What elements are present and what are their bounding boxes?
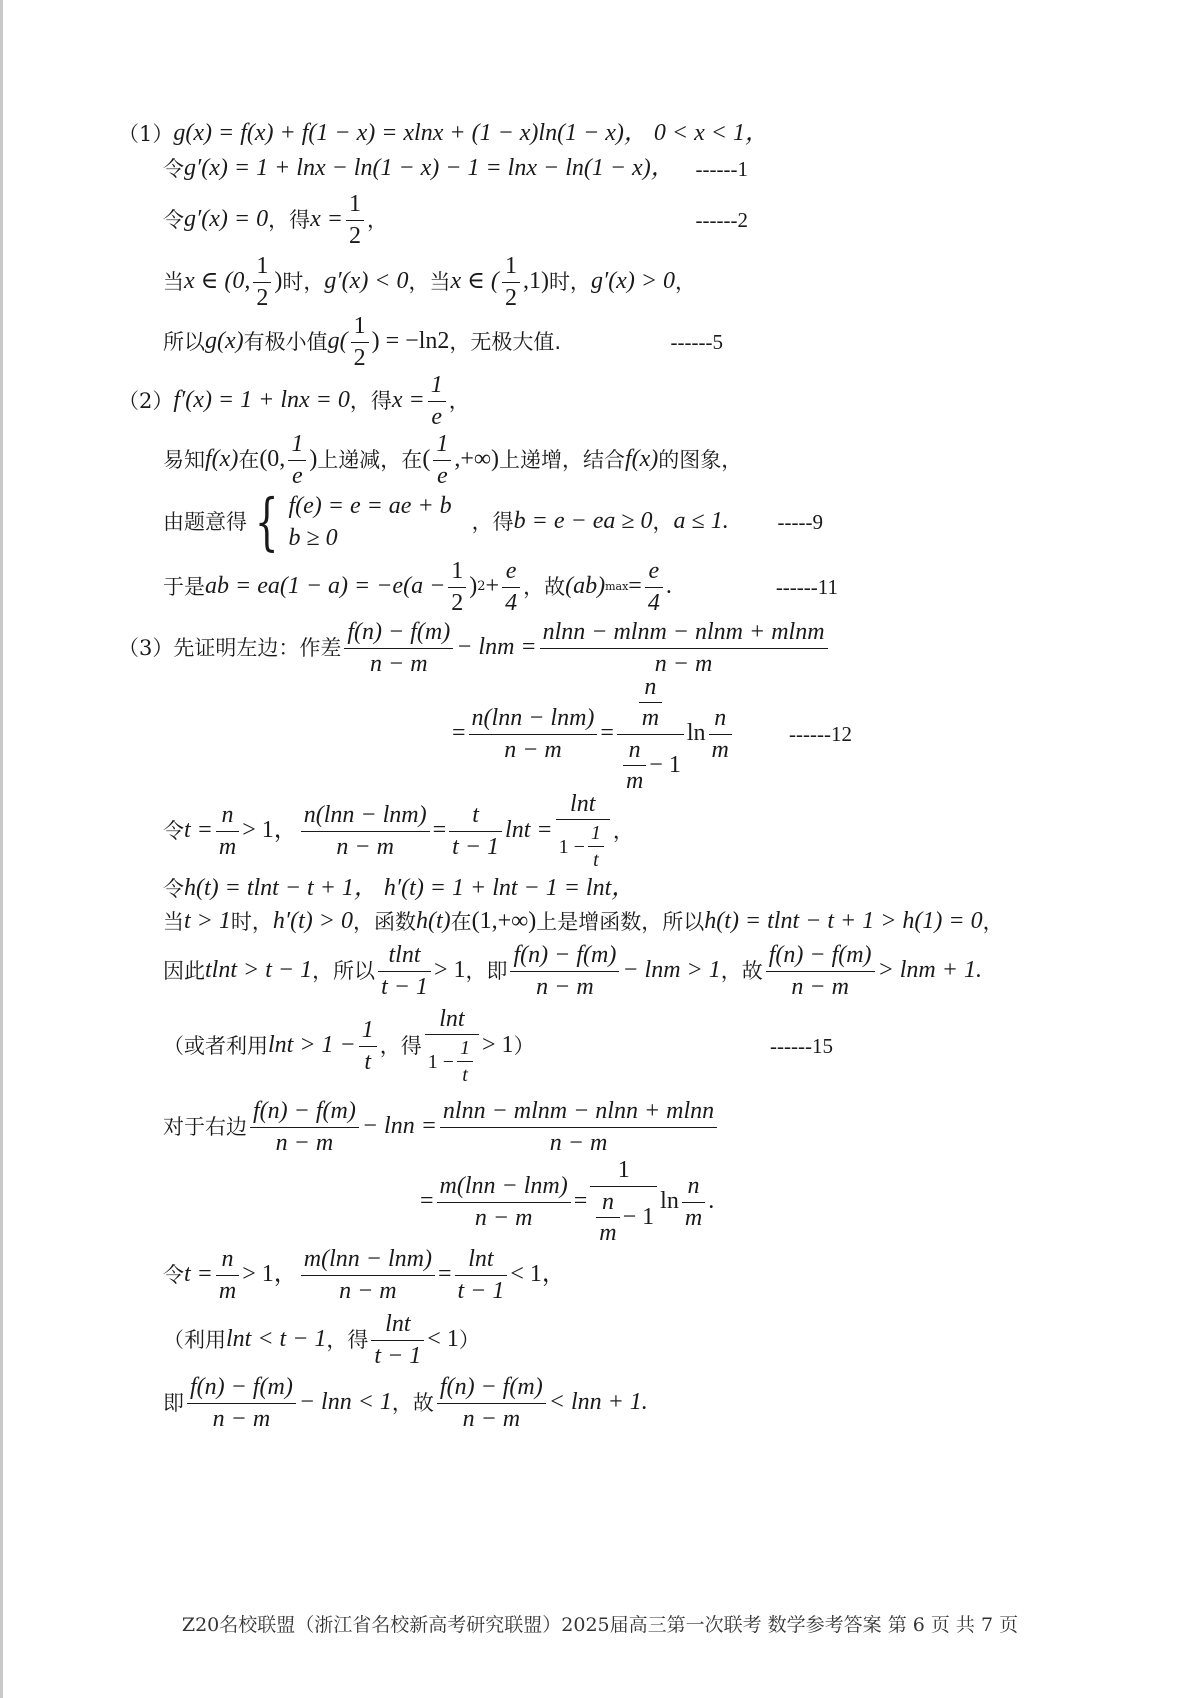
p2-l2-g: ( [422,446,431,473]
frac-num: n [221,802,234,829]
lnt-compound-fraction [425,1006,479,1086]
frac-den: e [431,403,443,430]
frac-den: n − m [336,833,394,860]
p3-l1-a: 先证明左边：作差 [173,635,342,660]
p3-l3-b: t = [184,817,213,844]
p1-l4-f: ，当 [408,269,451,294]
frac-num: 1 [348,191,361,218]
frac-den: t [462,1064,468,1087]
p1-l5-c: 有极小值 [243,329,328,354]
frac-den: n − m [504,736,562,763]
p3-line9 [420,1157,714,1247]
frac-den: m [599,1220,617,1247]
p1-l3-eq: g′(x) = 0 [184,206,269,233]
frac-den: n − m [370,650,428,677]
compound-fraction [590,1157,657,1246]
p1-l5-b: g(x) [205,328,244,355]
frac-den: m [711,736,729,763]
frac-num: 1 [617,1157,630,1184]
p3-l11-e: ） [458,1327,480,1352]
fraction-half [253,253,271,311]
p1-l5-d: g( [327,328,348,355]
frac-den: 2 [348,222,361,249]
p1-l3-prefix: 令 [163,207,184,232]
p3-line7 [163,1005,833,1087]
part2-label: （2） [118,388,174,413]
lnt-over-t-minus-1 [371,1311,424,1369]
p1-l4-h: ,1) [522,268,549,295]
p2-l4-c: ) [469,573,478,600]
fraction-n-over-m [709,705,732,763]
frac-den: t [593,849,599,872]
p3-l7-d: > 1 [482,1032,514,1059]
p3-l5-f: h(t) [415,908,451,934]
p3-l7-a: （或者利用 [163,1033,268,1058]
frac-num: f(n) − f(m) [768,942,872,969]
frac-num: 1 [361,1017,374,1044]
p2-l2-d: (0, [259,446,286,473]
p2-line4 [163,557,838,617]
frac-den: 4 [505,589,518,616]
frac-den: n − m [536,973,594,1000]
p2-l1-a: f′(x) = 1 + lnx = 0 [173,387,350,414]
p3-l6-c: ，所以 [312,958,376,983]
p1-l3-x: x = [310,206,343,233]
p3-l6-e: ，即 [465,958,508,983]
frac-num: m(lnn − lnm) [303,1246,432,1273]
frac-num: lnt [468,1246,494,1273]
p3-l6-h: > lnm + 1. [877,957,982,984]
p1-l5-f: ，无极大值. [449,329,562,354]
frac-den: 2 [451,589,464,616]
p2-l4-g: = [628,573,642,600]
fraction-half [346,191,364,249]
compound-fraction [617,674,684,795]
p3-l10-c: > 1， [242,1261,298,1288]
frac-den: e [436,462,448,489]
p2-l2-f: 上递减，在 [317,447,423,472]
p2-l2-a: 易知 [163,447,205,472]
fraction-e-over-4 [645,558,663,616]
p2-l3-d: ， [652,509,674,534]
frac-den: 2 [256,284,269,311]
p3-l9-c: ln [660,1188,679,1215]
p1-g-definition: g(x) = f(x) + f(1 − x) = xlnx + (1 − x)ln(1 − x)， 0 < x < 1， [173,120,769,146]
fraction-one-over-t [359,1017,377,1075]
frac-num: f(n) − f(m) [190,1374,293,1401]
p1-l4-i: 时， [548,269,591,294]
p3-line6 [163,942,982,1000]
frac-num: n(lnn − lnm) [471,705,595,732]
p1-l4-b: x ∈ (0, [184,268,251,295]
inner-fraction [596,1189,619,1247]
fraction-e-over-4 [502,558,520,616]
t-over-t-minus-1 [449,802,502,860]
p2-l1-d: ， [448,388,470,413]
frac-num: n [628,736,641,763]
p2-l4-h: . [665,573,672,600]
p3-l12-c: ，故 [391,1390,434,1415]
p3-l5-i: 上是增函数，所以 [536,909,705,934]
part3-label: （3） [118,635,174,660]
frac-num: n [644,673,657,700]
expanded-difference [440,1098,717,1156]
frac-num: nlnn − mlnm − nlnm + mlnm [542,619,825,646]
p1-l4-j: g′(x) > 0 [590,268,676,295]
p3-l3-d: = [432,817,447,844]
p2-l3-a: 由题意得 [163,509,247,534]
p3-line4 [163,875,635,903]
difference-quotient [437,1374,546,1432]
p3-l4-b: h(t) = tlnt − t + 1， h′(t) = 1 + lnt − 1 = lnt， [184,875,636,901]
p2-l4-f: (ab) [565,573,606,600]
frac-num: lnt [570,790,596,817]
frac-num: m(lnn − lnm) [439,1173,568,1200]
frac-num: f(n) − f(m) [253,1098,356,1125]
difference-quotient [766,942,875,1000]
score-mark-1: ------1 [695,156,748,181]
p1-l4-k: ， [675,269,697,294]
difference-quotient [187,1374,296,1432]
frac-den: n − m [654,650,713,677]
p3-line3 [163,792,634,870]
frac-num: 1 [451,558,464,585]
frac-den: m [218,1277,237,1304]
frac-num: t [472,802,479,829]
score-mark-11: ------11 [775,574,838,599]
frac-den: t [364,1048,372,1075]
frac-num: 1 [460,1037,471,1060]
p3-line11 [163,1310,480,1370]
p1-l4-a: 当 [163,269,184,294]
fraction-one-over-e [433,431,451,489]
p3-l6-f: − lnm > 1 [622,957,721,984]
p3-l5-k: ， [982,909,1004,934]
frac-den: n − m [474,1204,533,1231]
p2-line3 [163,485,823,558]
frac-den: e [291,462,303,489]
frac-num: lnt [439,1005,465,1032]
score-mark-5: ------5 [670,329,723,354]
p3-l11-c: ，得 [326,1327,369,1352]
frac-den: t − 1 [457,1277,505,1304]
frac-num: f(n) − f(m) [347,619,451,646]
frac-num: 1 [353,313,366,340]
frac-num: 1 [436,431,449,458]
p3-l6-d: > 1 [433,957,466,984]
equation-system [247,485,452,558]
frac-num: n(lnn − lnm) [303,802,427,829]
frac-num: n [714,705,727,732]
p3-l2-b: = [600,720,614,747]
frac-den: n − m [791,973,849,1000]
p3-line1 [118,618,831,678]
lnt-compound-fraction [556,791,610,871]
frac-num: nlnn − mlnm − nlnn + mlnn [442,1098,715,1125]
frac-den: m [625,767,644,794]
p3-line12 [163,1373,648,1433]
frac-den: t − 1 [374,1342,422,1369]
p3-l5-g: 在 [450,909,472,934]
p3-l12-a: 即 [163,1390,184,1415]
frac-num: lnt [385,1311,411,1338]
p3-l4-a: 令 [163,876,184,901]
p3-l8-a: 对于右边 [163,1114,247,1139]
inner-fraction [623,737,646,795]
fraction-n-over-m [682,1173,705,1231]
p3-l5-b: t > 1 [184,908,231,934]
inner-fraction [457,1037,473,1086]
p2-l2-k: 的图象， [658,447,743,472]
frac-den: n − m [339,1277,397,1304]
p3-l6-g: ，故 [720,958,763,983]
p3-l3-f: ， [612,818,634,843]
p2-l2-i: 上递增，结合 [498,447,625,472]
p1-line2 [163,155,748,183]
p3-l9-a: = [420,1188,434,1215]
p3-l5-e: ，函数 [352,909,416,934]
p3-l11-d: < 1 [427,1326,459,1353]
frac-den: t − 1 [381,973,428,1000]
p2-l1-c: x = [391,387,425,414]
log-quotient [437,1173,571,1231]
fraction-one-over-e [288,431,306,489]
frac-den: 4 [647,589,660,616]
page-footer: Z20名校联盟（浙江省名校新高考研究联盟）2025届高三第一次联考 数学参考答案 第 6 页 共 7 页 [181,1614,1019,1636]
tlnt-over-t-minus-1 [378,942,431,1000]
p3-l5-h: (1,+∞) [471,908,537,934]
p2-l2-e: ) [309,446,318,473]
frac-num: f(n) − f(m) [439,1374,543,1401]
inner-fraction [588,822,604,871]
frac-num: 1 [291,431,304,458]
p2-l4-a: 于是 [163,574,205,599]
system-row-2: b ≥ 0 [288,525,338,551]
frac-num: 1 [430,372,443,399]
frac-den: n − m [549,1129,608,1156]
frac-num: n [601,1188,614,1215]
p3-l7-c: ，得 [379,1033,422,1058]
p3-l3-e: lnt = [505,817,553,844]
p1-l4-e: g′(x) < 0 [324,268,409,295]
one-minus: 1 − [427,1050,455,1073]
p3-l3-a: 令 [163,818,184,843]
p2-l1-b: ，得 [349,388,392,413]
p1-line5 [163,312,723,372]
p2-l4-d: + [485,573,500,600]
p2-l2-b: f(x) [205,446,239,473]
frac-den: n − m [462,1405,521,1432]
p1-line4 [163,252,696,312]
p2-l3-e: a ≤ 1. [673,508,729,535]
frac-num: e [648,558,660,585]
p2-l2-h: ,+∞) [454,446,499,473]
fraction-one-over-e [428,372,446,430]
part1-label: （1） [118,121,174,146]
score-mark-12: ------12 [789,721,852,746]
fraction-half [448,558,466,616]
minus-one: − 1 [622,1204,655,1231]
page-edge [0,0,3,1698]
frac-num: e [505,558,517,585]
p3-line10 [163,1245,566,1305]
left-brace-icon: { [254,485,279,558]
p3-l3-c: > 1， [242,817,298,844]
score-mark-2: ------2 [695,207,748,232]
p3-l7-b: lnt > 1 − [268,1032,356,1059]
frac-num: 1 [590,822,601,845]
log-quotient [469,705,598,763]
p2-l4-e: ，故 [523,574,566,599]
p3-l12-b: − lnn < 1 [298,1389,392,1416]
p3-l5-a: 当 [163,909,184,934]
frac-num: n [221,1246,234,1273]
p1-l4-c: ) [274,268,283,295]
p3-l9-d: . [708,1188,715,1215]
frac-den: 2 [504,284,517,311]
p1-derivative: g′(x) = 1 + lnx − ln(1 − x) − 1 = lnx − ln(1 − x)， [184,155,675,181]
p3-l12-d: < lnn + 1. [548,1389,648,1416]
p2-l3-c: b = e − ea ≥ 0 [513,508,653,535]
log-quotient [301,1246,435,1304]
p3-l5-d: h′(t) > 0 [272,908,353,934]
p3-line2 [452,673,852,794]
fraction-half [351,313,369,371]
frac-den: m [218,833,237,860]
p3-l5-j: h(t) = tlnt − t + 1 > h(1) = 0 [704,908,983,934]
p1-l5-a: 所以 [163,329,205,354]
fraction-n-over-m [216,1246,239,1304]
difference-quotient [510,942,619,1000]
fraction-n-over-m [216,802,239,860]
p1-l3-end: ， [366,207,388,232]
subscript-max: max [605,579,629,593]
p3-l2-c: ln [686,720,706,747]
p2-line2 [163,430,742,490]
inner-fraction [639,674,662,732]
p3-l10-e: < 1， [510,1261,566,1288]
p3-l11-b: lnt < t − 1 [226,1326,327,1353]
p1-l4-g: x ∈ ( [450,268,499,295]
p2-l2-j: f(x) [624,446,659,473]
frac-den: m [641,705,660,732]
one-minus: 1 − [558,835,585,858]
p3-l11-a: （利用 [163,1327,226,1352]
difference-quotient [344,619,453,677]
p3-l9-b: = [573,1188,588,1215]
p1-l4-d: 时， [282,269,325,294]
score-mark-9: -----9 [777,509,823,534]
frac-num: 1 [504,253,517,280]
p3-line8 [163,1097,720,1157]
p1-line3 [163,190,748,250]
frac-den: n − m [275,1129,334,1156]
lnt-over-t-minus-1 [455,1246,508,1304]
difference-quotient [250,1098,359,1156]
system-row-1: f(e) = e = ae + b [288,492,452,519]
p3-l5-c: 时， [230,909,273,934]
p3-l10-b: t = [184,1261,213,1288]
frac-num: tlnt [388,942,421,969]
p3-line5 [163,908,1004,936]
expanded-difference [540,619,828,677]
frac-num: f(n) − f(m) [513,942,617,969]
p3-l2-a: = [452,720,466,747]
p1-l5-e: ) = −ln2 [371,328,450,355]
p3-l6-b: tlnt > t − 1 [205,957,313,984]
fraction-half [502,253,520,311]
frac-num: n [687,1173,700,1200]
p1-line1 [118,120,769,148]
p3-l7-e: ） [513,1033,535,1058]
frac-den: m [684,1204,703,1231]
frac-den: t − 1 [452,833,500,860]
log-quotient [301,802,430,860]
exponent: 2 [477,578,486,594]
p3-l1-b: − lnm = [456,634,537,661]
p2-l4-b: ab = ea(1 − a) = −e(a − [205,573,446,600]
p3-l10-a: 令 [163,1262,184,1287]
minus-one: − 1 [649,752,681,779]
frac-num: 1 [256,253,269,280]
frac-den: n − m [212,1405,271,1432]
p2-l2-c: 在 [238,447,260,472]
p3-l8-b: − lnn = [361,1113,437,1140]
p3-l6-a: 因此 [163,958,205,983]
score-mark-15: ------15 [770,1033,833,1058]
p1-l3-mid: ，得 [268,207,311,232]
p2-l3-b: ，得 [471,509,514,534]
frac-den: 2 [353,344,366,371]
p3-l10-d: = [437,1261,452,1288]
p1-l2-prefix: 令 [163,156,184,181]
p2-line1 [118,372,470,430]
